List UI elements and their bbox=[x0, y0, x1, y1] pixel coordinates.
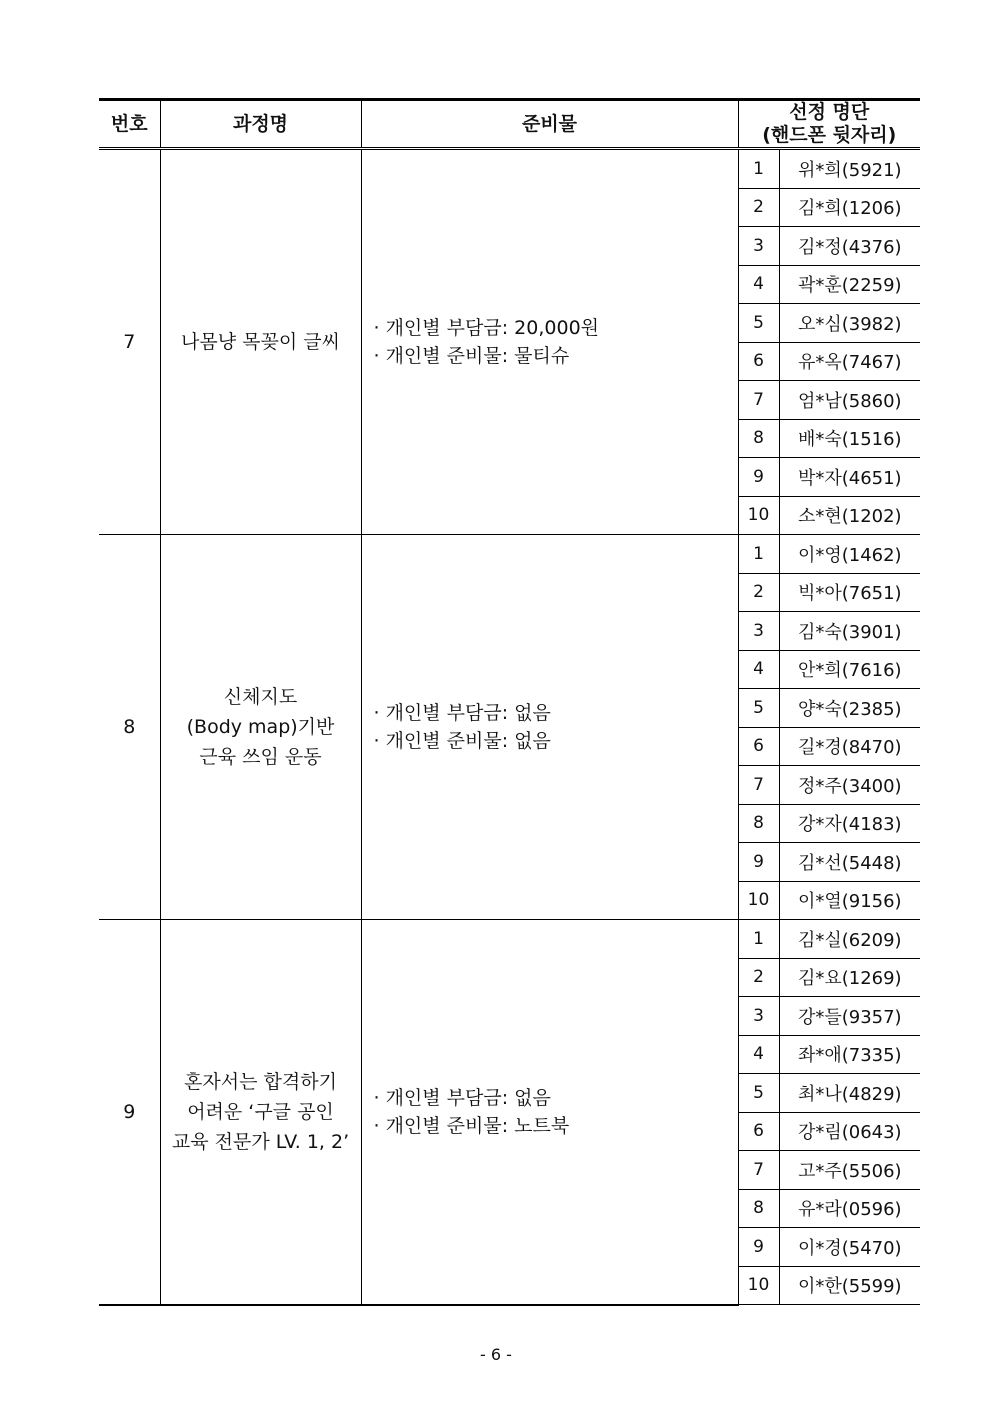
course-title-line: 신체지도 bbox=[223, 686, 298, 708]
selected-name: 이*한(5599) bbox=[779, 1266, 920, 1305]
selected-name: 안*희(7616) bbox=[779, 650, 920, 689]
selected-index: 7 bbox=[738, 1151, 779, 1190]
preparation-line: · 개인별 준비물: 없음 bbox=[373, 730, 551, 752]
selected-name: 오*심(3982) bbox=[779, 304, 920, 343]
selected-name: 강*들(9357) bbox=[779, 997, 920, 1036]
preparation-line: · 개인별 준비물: 노트북 bbox=[373, 1114, 570, 1137]
selected-name: 정*주(3400) bbox=[779, 766, 920, 805]
course-title bbox=[160, 535, 361, 920]
selected-name: 배*숙(1516) bbox=[779, 419, 920, 458]
selected-index: 2 bbox=[738, 573, 779, 612]
table-row bbox=[99, 920, 920, 959]
course-title-line: 혼자서는 합격하기 bbox=[184, 1070, 337, 1093]
selected-name: 강*자(4183) bbox=[779, 804, 920, 843]
preparation-line: · 개인별 준비물: 물티슈 bbox=[373, 345, 570, 367]
selected-name: 좌*애(7335) bbox=[779, 1035, 920, 1074]
selected-index: 8 bbox=[738, 1189, 779, 1228]
header-course: 과정명 bbox=[160, 100, 361, 149]
course-title-line: (Body map)기반 bbox=[186, 716, 335, 738]
table-body bbox=[99, 149, 920, 1305]
course-preparation bbox=[361, 920, 738, 1305]
selected-name: 엄*남(5860) bbox=[779, 381, 920, 420]
selected-index: 3 bbox=[738, 612, 779, 651]
selected-name: 유*라(0596) bbox=[779, 1189, 920, 1228]
selected-index: 4 bbox=[738, 650, 779, 689]
selected-name: 이*열(9156) bbox=[779, 881, 920, 920]
selected-name: 소*현(1202) bbox=[779, 496, 920, 535]
selected-name: 고*주(5506) bbox=[779, 1151, 920, 1190]
course-title bbox=[160, 149, 361, 535]
selected-name: 곽*훈(2259) bbox=[779, 265, 920, 304]
selected-name: 김*희(1206) bbox=[779, 188, 920, 227]
selected-index: 9 bbox=[738, 458, 779, 497]
selected-index: 3 bbox=[738, 997, 779, 1036]
table-row bbox=[99, 149, 920, 189]
selected-index: 8 bbox=[738, 804, 779, 843]
course-title-line: 어려운 ‘구글 공인 bbox=[187, 1100, 334, 1123]
course-title bbox=[160, 920, 361, 1305]
selection-table bbox=[99, 98, 920, 1306]
selected-index: 6 bbox=[738, 727, 779, 766]
course-number: 8 bbox=[99, 535, 160, 920]
selected-index: 1 bbox=[738, 535, 779, 574]
header-prep: 준비물 bbox=[361, 100, 738, 149]
table-row bbox=[99, 535, 920, 574]
selected-name: 박*자(4651) bbox=[779, 458, 920, 497]
selected-index: 5 bbox=[738, 689, 779, 728]
selected-index: 9 bbox=[738, 1228, 779, 1267]
selected-index: 6 bbox=[738, 1112, 779, 1151]
selected-name: 양*숙(2385) bbox=[779, 689, 920, 728]
selected-index: 8 bbox=[738, 419, 779, 458]
preparation-line: · 개인별 부담금: 없음 bbox=[373, 1086, 551, 1109]
table-header-row bbox=[99, 100, 920, 149]
selected-index: 1 bbox=[738, 149, 779, 189]
course-title-line: 나몸냥 목꽂이 글씨 bbox=[181, 331, 340, 353]
selected-name: 김*실(6209) bbox=[779, 920, 920, 959]
selected-index: 4 bbox=[738, 1035, 779, 1074]
selected-index: 4 bbox=[738, 265, 779, 304]
selected-name: 이*경(5470) bbox=[779, 1228, 920, 1267]
selected-name: 강*림(0643) bbox=[779, 1112, 920, 1151]
selected-index: 5 bbox=[738, 304, 779, 343]
preparation-line: · 개인별 부담금: 없음 bbox=[373, 702, 551, 724]
course-number: 7 bbox=[99, 149, 160, 535]
selected-index: 2 bbox=[738, 958, 779, 997]
selected-index: 6 bbox=[738, 342, 779, 381]
selected-name: 유*옥(7467) bbox=[779, 342, 920, 381]
course-preparation bbox=[361, 535, 738, 920]
selected-index: 7 bbox=[738, 381, 779, 420]
selected-index: 5 bbox=[738, 1074, 779, 1113]
course-title-line: 교육 전문가 LV. 1, 2’ bbox=[171, 1130, 350, 1153]
selected-name: 김*선(5448) bbox=[779, 843, 920, 882]
selected-index: 10 bbox=[738, 1266, 779, 1305]
selected-index: 10 bbox=[738, 881, 779, 920]
header-num: 번호 bbox=[99, 100, 160, 149]
selected-index: 7 bbox=[738, 766, 779, 805]
selected-name: 김*요(1269) bbox=[779, 958, 920, 997]
selected-name: 최*나(4829) bbox=[779, 1074, 920, 1113]
selected-name: 김*정(4376) bbox=[779, 227, 920, 266]
selected-index: 9 bbox=[738, 843, 779, 882]
course-title-line: 근육 쓰임 운동 bbox=[199, 746, 322, 768]
selected-name: 이*영(1462) bbox=[779, 535, 920, 574]
selected-name: 빅*아(7651) bbox=[779, 573, 920, 612]
header-selected bbox=[738, 100, 920, 149]
selected-index: 10 bbox=[738, 496, 779, 535]
selected-index: 2 bbox=[738, 188, 779, 227]
header-selected-line1: 선정 명단 bbox=[789, 101, 870, 123]
page-number: - 6 - bbox=[480, 1345, 512, 1364]
selected-index: 3 bbox=[738, 227, 779, 266]
selected-name: 김*숙(3901) bbox=[779, 612, 920, 651]
course-preparation bbox=[361, 149, 738, 535]
selected-index: 1 bbox=[738, 920, 779, 959]
header-selected-line2: (핸드폰 뒷자리) bbox=[762, 124, 897, 146]
course-number: 9 bbox=[99, 920, 160, 1305]
selected-name: 길*경(8470) bbox=[779, 727, 920, 766]
selected-name: 위*희(5921) bbox=[779, 149, 920, 189]
preparation-line: · 개인별 부담금: 20,000원 bbox=[373, 317, 600, 339]
